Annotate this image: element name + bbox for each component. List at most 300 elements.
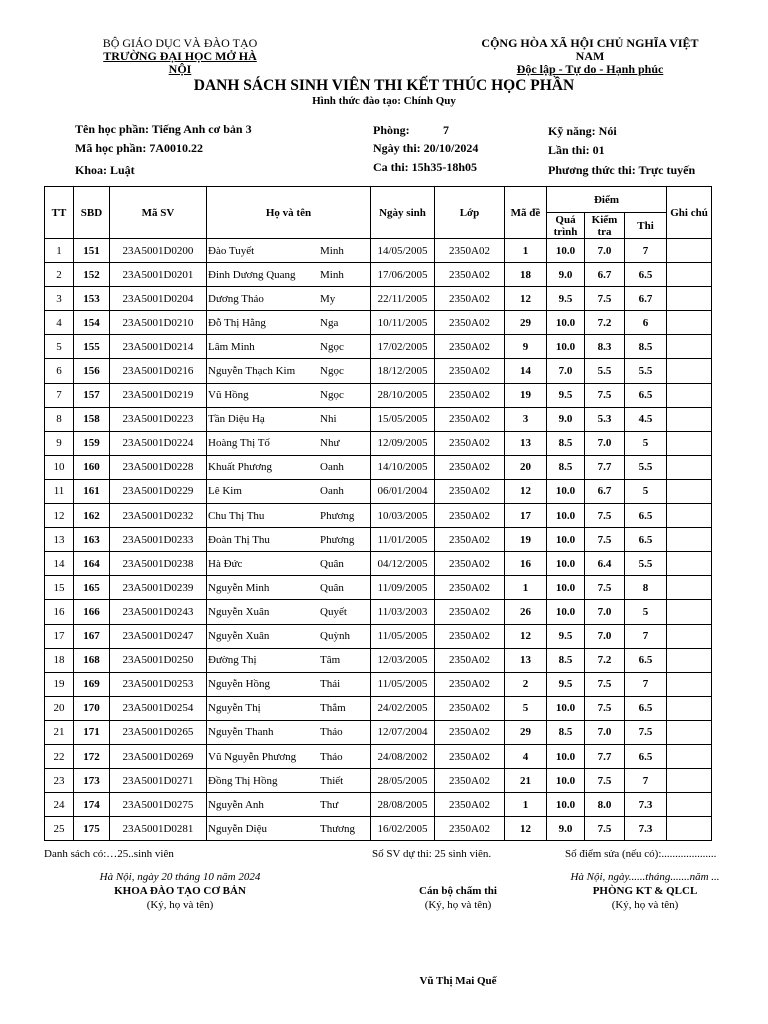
cell-lop: 2350A02 <box>435 672 505 696</box>
cell-kiemtra: 6.7 <box>585 263 625 287</box>
room-value: 7 <box>443 123 449 137</box>
cell-masv: 23A5001D0233 <box>110 528 207 552</box>
cell-lop: 2350A02 <box>435 720 505 744</box>
cell-hoten <box>207 624 371 648</box>
col-header-ngaysinh: Ngày sinh <box>371 187 435 239</box>
cell-lop: 2350A02 <box>435 696 505 720</box>
cell-lop: 2350A02 <box>435 287 505 311</box>
list-count: Danh sách có:…25..sinh viên <box>44 848 174 860</box>
cell-kiemtra: 7.0 <box>585 431 625 455</box>
cell-sbd: 161 <box>74 479 110 503</box>
table-row <box>45 311 712 335</box>
cell-made: 5 <box>505 696 547 720</box>
table-row <box>45 431 712 455</box>
cell-hoten <box>207 696 371 720</box>
student-surname: Đỗ Thị Hằng <box>208 316 266 329</box>
cell-made: 26 <box>505 600 547 624</box>
cell-ghichu <box>667 263 712 287</box>
cell-tt: 24 <box>45 793 74 817</box>
cell-masv: 23A5001D0210 <box>110 311 207 335</box>
cell-hoten <box>207 576 371 600</box>
cell-quatrinh: 10.0 <box>547 552 585 576</box>
cell-masv: 23A5001D0247 <box>110 624 207 648</box>
cell-lop: 2350A02 <box>435 817 505 841</box>
student-given-name: Thái <box>320 678 341 691</box>
student-surname: Tần Diệu Hạ <box>208 413 265 426</box>
cell-sbd: 157 <box>74 383 110 407</box>
cell-tt: 25 <box>45 817 74 841</box>
student-given-name: Thiết <box>320 774 344 787</box>
cell-hoten <box>207 335 371 359</box>
cell-kiemtra: 7.2 <box>585 311 625 335</box>
cell-ghichu <box>667 359 712 383</box>
cell-made: 13 <box>505 431 547 455</box>
date-left: Hà Nội, ngày 20 tháng 10 năm 2024 <box>99 871 261 883</box>
student-given-name: Như <box>320 437 340 450</box>
country-name: CỘNG HÒA XÃ HỘI CHỦ NGHĨA VIỆT NAM <box>481 36 699 63</box>
cell-kiemtra: 7.5 <box>585 696 625 720</box>
cell-made: 17 <box>505 504 547 528</box>
cell-masv: 23A5001D0229 <box>110 479 207 503</box>
cell-masv: 23A5001D0275 <box>110 793 207 817</box>
cell-thi: 5 <box>625 431 667 455</box>
cell-sbd: 166 <box>74 600 110 624</box>
cell-thi: 5 <box>625 479 667 503</box>
cell-thi: 5.5 <box>625 359 667 383</box>
cell-lop: 2350A02 <box>435 576 505 600</box>
cell-thi: 6.5 <box>625 263 667 287</box>
cell-masv: 23A5001D0204 <box>110 287 207 311</box>
table-row <box>45 407 712 431</box>
cell-made: 21 <box>505 769 547 793</box>
student-given-name: Phương <box>320 509 355 522</box>
cell-ghichu <box>667 793 712 817</box>
cell-ngaysinh: 10/11/2005 <box>371 311 435 335</box>
cell-kiemtra: 6.7 <box>585 479 625 503</box>
cell-hoten <box>207 793 371 817</box>
student-surname: Hà Đức <box>208 557 243 570</box>
cell-quatrinh: 10.0 <box>547 479 585 503</box>
student-surname: Lê Kim <box>208 485 242 498</box>
cell-hoten <box>207 311 371 335</box>
student-given-name: Tâm <box>320 654 341 667</box>
cell-hoten <box>207 600 371 624</box>
cell-tt: 7 <box>45 383 74 407</box>
cell-lop: 2350A02 <box>435 793 505 817</box>
sign-note-right: (Ký, họ và tên) <box>611 899 679 911</box>
cell-kiemtra: 7.0 <box>585 624 625 648</box>
attempt: Lần thi: 01 <box>548 143 605 157</box>
cell-kiemtra: 7.7 <box>585 744 625 768</box>
cell-kiemtra: 7.0 <box>585 600 625 624</box>
student-surname: Lâm Minh <box>208 340 255 353</box>
cell-masv: 23A5001D0214 <box>110 335 207 359</box>
cell-masv: 23A5001D0201 <box>110 263 207 287</box>
student-surname: Vũ Hồng <box>208 389 249 402</box>
cell-kiemtra: 7.5 <box>585 383 625 407</box>
cell-masv: 23A5001D0265 <box>110 720 207 744</box>
cell-lop: 2350A02 <box>435 648 505 672</box>
table-row <box>45 504 712 528</box>
student-given-name: Quân <box>320 557 344 570</box>
cell-sbd: 164 <box>74 552 110 576</box>
cell-hoten <box>207 359 371 383</box>
cell-made: 29 <box>505 720 547 744</box>
student-surname: Hoàng Thị Tố <box>208 437 270 450</box>
student-surname: Đồng Thị Hồng <box>208 774 278 787</box>
student-given-name: Quân <box>320 581 344 594</box>
exam-date: Ngày thi: 20/10/2024 <box>373 141 479 155</box>
cell-sbd: 160 <box>74 455 110 479</box>
cell-tt: 8 <box>45 407 74 431</box>
table-row <box>45 696 712 720</box>
cell-masv: 23A5001D0281 <box>110 817 207 841</box>
cell-kiemtra: 7.5 <box>585 769 625 793</box>
cell-tt: 1 <box>45 239 74 263</box>
cell-lop: 2350A02 <box>435 744 505 768</box>
cell-tt: 22 <box>45 744 74 768</box>
col-header-quatrinh: Quá trình <box>547 213 585 239</box>
cell-ghichu <box>667 720 712 744</box>
table-row <box>45 479 712 503</box>
cell-hoten <box>207 672 371 696</box>
cell-hoten <box>207 528 371 552</box>
cell-ghichu <box>667 648 712 672</box>
cell-sbd: 159 <box>74 431 110 455</box>
cell-tt: 20 <box>45 696 74 720</box>
cell-tt: 14 <box>45 552 74 576</box>
cell-tt: 23 <box>45 769 74 793</box>
student-surname: Chu Thị Thu <box>208 509 265 522</box>
cell-lop: 2350A02 <box>435 504 505 528</box>
cell-made: 12 <box>505 624 547 648</box>
cell-quatrinh: 9.5 <box>547 287 585 311</box>
cell-masv: 23A5001D0216 <box>110 359 207 383</box>
student-surname: Nguyễn Xuân <box>208 605 270 618</box>
cell-quatrinh: 10.0 <box>547 576 585 600</box>
cell-quatrinh: 9.0 <box>547 817 585 841</box>
cell-quatrinh: 10.0 <box>547 239 585 263</box>
student-surname: Nguyễn Thị <box>208 702 261 715</box>
cell-kiemtra: 7.5 <box>585 528 625 552</box>
cell-ghichu <box>667 383 712 407</box>
cell-thi: 7.5 <box>625 720 667 744</box>
cell-kiemtra: 7.0 <box>585 239 625 263</box>
cell-ghichu <box>667 239 712 263</box>
cell-quatrinh: 10.0 <box>547 528 585 552</box>
cell-hoten <box>207 455 371 479</box>
student-surname: Nguyễn Thạch Kim <box>208 365 296 378</box>
cell-thi: 7 <box>625 769 667 793</box>
cell-kiemtra: 7.5 <box>585 576 625 600</box>
cell-made: 1 <box>505 793 547 817</box>
table-row <box>45 600 712 624</box>
student-given-name: Ngọc <box>320 365 344 378</box>
header-right <box>470 37 710 76</box>
cell-ghichu <box>667 528 712 552</box>
cell-quatrinh: 9.5 <box>547 672 585 696</box>
cell-thi: 6.5 <box>625 648 667 672</box>
cell-masv: 23A5001D0269 <box>110 744 207 768</box>
cell-ngaysinh: 12/03/2005 <box>371 648 435 672</box>
cell-hoten <box>207 769 371 793</box>
cell-sbd: 155 <box>74 335 110 359</box>
student-given-name: Thắm <box>320 702 346 715</box>
cell-ngaysinh: 28/05/2005 <box>371 769 435 793</box>
cell-kiemtra: 7.7 <box>585 455 625 479</box>
cell-thi: 7 <box>625 624 667 648</box>
cell-ngaysinh: 28/08/2005 <box>371 793 435 817</box>
cell-made: 18 <box>505 263 547 287</box>
cell-ghichu <box>667 744 712 768</box>
cell-quatrinh: 10.0 <box>547 793 585 817</box>
student-given-name: Nhi <box>320 413 337 426</box>
cell-kiemtra: 5.3 <box>585 407 625 431</box>
cell-ngaysinh: 11/05/2005 <box>371 672 435 696</box>
cell-made: 9 <box>505 335 547 359</box>
cell-lop: 2350A02 <box>435 383 505 407</box>
cell-sbd: 173 <box>74 769 110 793</box>
cell-quatrinh: 9.5 <box>547 383 585 407</box>
cell-ghichu <box>667 455 712 479</box>
cell-hoten <box>207 431 371 455</box>
student-given-name: Minh <box>320 268 344 281</box>
cell-masv: 23A5001D0232 <box>110 504 207 528</box>
table-row <box>45 239 712 263</box>
cell-quatrinh: 9.0 <box>547 407 585 431</box>
student-surname: Đoàn Thị Thu <box>208 533 270 546</box>
cell-tt: 3 <box>45 287 74 311</box>
cell-masv: 23A5001D0228 <box>110 455 207 479</box>
cell-sbd: 165 <box>74 576 110 600</box>
cell-quatrinh: 10.0 <box>547 600 585 624</box>
cell-tt: 13 <box>45 528 74 552</box>
cell-ngaysinh: 11/05/2005 <box>371 624 435 648</box>
cell-ngaysinh: 04/12/2005 <box>371 552 435 576</box>
cell-sbd: 172 <box>74 744 110 768</box>
country-motto: Độc lập - Tự do - Hạnh phúc <box>516 62 664 76</box>
cell-ngaysinh: 11/09/2005 <box>371 576 435 600</box>
cell-thi: 6.5 <box>625 383 667 407</box>
table-row <box>45 817 712 841</box>
student-given-name: Thư <box>320 798 339 811</box>
cell-sbd: 153 <box>74 287 110 311</box>
student-surname: Đinh Dương Quang <box>208 268 296 281</box>
cell-masv: 23A5001D0271 <box>110 769 207 793</box>
cell-ngaysinh: 15/05/2005 <box>371 407 435 431</box>
cell-ghichu <box>667 287 712 311</box>
cell-ngaysinh: 22/11/2005 <box>371 287 435 311</box>
corrections-count: Số điểm sửa (nếu có):.................... <box>565 848 717 860</box>
table-row <box>45 528 712 552</box>
cell-thi: 4.5 <box>625 407 667 431</box>
student-surname: Nguyễn Diệu <box>208 822 267 835</box>
cell-sbd: 174 <box>74 793 110 817</box>
cell-masv: 23A5001D0250 <box>110 648 207 672</box>
cell-made: 3 <box>505 407 547 431</box>
col-header-hoten: Họ và tên <box>207 187 371 239</box>
cell-made: 4 <box>505 744 547 768</box>
faculty: Khoa: Luật <box>75 163 135 177</box>
document-subtitle: Hình thức đào tạo: Chính Quy <box>312 95 456 107</box>
cell-sbd: 169 <box>74 672 110 696</box>
cell-sbd: 158 <box>74 407 110 431</box>
cell-ghichu <box>667 624 712 648</box>
student-surname: Dương Thảo <box>208 292 264 305</box>
cell-tt: 11 <box>45 479 74 503</box>
cell-ngaysinh: 16/02/2005 <box>371 817 435 841</box>
cell-thi: 7.3 <box>625 817 667 841</box>
cell-tt: 6 <box>45 359 74 383</box>
student-given-name: Minh <box>320 244 344 257</box>
student-given-name: Phương <box>320 533 355 546</box>
cell-kiemtra: 7.5 <box>585 287 625 311</box>
cell-ghichu <box>667 335 712 359</box>
date-right: Hà Nội, ngày......tháng.......năm ... <box>570 871 720 883</box>
cell-tt: 18 <box>45 648 74 672</box>
table-row <box>45 383 712 407</box>
student-given-name: My <box>320 292 336 305</box>
col-header-lop: Lớp <box>435 187 505 239</box>
cell-made: 19 <box>505 528 547 552</box>
table-row <box>45 744 712 768</box>
cell-sbd: 163 <box>74 528 110 552</box>
student-given-name: Thảo <box>320 750 343 763</box>
cell-ghichu <box>667 769 712 793</box>
table-row <box>45 263 712 287</box>
cell-quatrinh: 7.0 <box>547 359 585 383</box>
cell-sbd: 167 <box>74 624 110 648</box>
col-header-tt: TT <box>45 187 74 239</box>
col-header-masv: Mã SV <box>110 187 207 239</box>
cell-quatrinh: 10.0 <box>547 311 585 335</box>
cell-quatrinh: 10.0 <box>547 769 585 793</box>
cell-lop: 2350A02 <box>435 431 505 455</box>
cell-kiemtra: 7.2 <box>585 648 625 672</box>
cell-lop: 2350A02 <box>435 311 505 335</box>
course-name: Tên học phần: Tiếng Anh cơ bản 3 <box>75 122 252 136</box>
cell-tt: 15 <box>45 576 74 600</box>
cell-sbd: 170 <box>74 696 110 720</box>
exam-count: Số SV dự thi: 25 sinh viên. <box>372 848 492 860</box>
cell-made: 12 <box>505 817 547 841</box>
col-header-diem: Điểm <box>547 187 667 213</box>
table-row <box>45 335 712 359</box>
cell-sbd: 175 <box>74 817 110 841</box>
cell-hoten <box>207 263 371 287</box>
cell-masv: 23A5001D0224 <box>110 431 207 455</box>
cell-ngaysinh: 17/02/2005 <box>371 335 435 359</box>
cell-ngaysinh: 11/03/2003 <box>371 600 435 624</box>
cell-sbd: 171 <box>74 720 110 744</box>
student-given-name: Thương <box>320 822 355 835</box>
exam-method: Phương thức thi: Trực tuyến <box>548 163 696 177</box>
table-row <box>45 672 712 696</box>
cell-sbd: 151 <box>74 239 110 263</box>
cell-ngaysinh: 10/03/2005 <box>371 504 435 528</box>
sign-center-title: Cán bộ chấm thi <box>419 885 497 897</box>
table-row <box>45 720 712 744</box>
student-given-name: Oanh <box>320 485 344 498</box>
cell-made: 14 <box>505 359 547 383</box>
cell-quatrinh: 10.0 <box>547 335 585 359</box>
student-table <box>44 186 712 841</box>
skill: Kỹ năng: Nói <box>548 124 617 138</box>
cell-tt: 4 <box>45 311 74 335</box>
student-surname: Nguyễn Thanh <box>208 726 274 739</box>
cell-made: 29 <box>505 311 547 335</box>
cell-masv: 23A5001D0200 <box>110 239 207 263</box>
student-given-name: Thảo <box>320 726 343 739</box>
cell-tt: 10 <box>45 455 74 479</box>
cell-tt: 21 <box>45 720 74 744</box>
cell-ghichu <box>667 696 712 720</box>
cell-lop: 2350A02 <box>435 552 505 576</box>
cell-ngaysinh: 14/05/2005 <box>371 239 435 263</box>
cell-lop: 2350A02 <box>435 239 505 263</box>
student-surname: Nguyễn Xuân <box>208 630 270 643</box>
col-header-ghichu: Ghi chú <box>667 187 712 239</box>
table-row <box>45 624 712 648</box>
student-given-name: Oanh <box>320 461 344 474</box>
cell-hoten <box>207 817 371 841</box>
cell-quatrinh: 8.5 <box>547 648 585 672</box>
cell-hoten <box>207 504 371 528</box>
cell-tt: 16 <box>45 600 74 624</box>
cell-ghichu <box>667 552 712 576</box>
cell-thi: 7 <box>625 239 667 263</box>
cell-ngaysinh: 17/06/2005 <box>371 263 435 287</box>
cell-kiemtra: 7.5 <box>585 817 625 841</box>
cell-tt: 5 <box>45 335 74 359</box>
cell-hoten <box>207 720 371 744</box>
cell-ngaysinh: 12/09/2005 <box>371 431 435 455</box>
cell-thi: 5.5 <box>625 455 667 479</box>
table-row <box>45 359 712 383</box>
cell-ghichu <box>667 504 712 528</box>
grader-name: Vũ Thị Mai Quế <box>419 975 497 987</box>
header-left <box>95 37 265 76</box>
cell-masv: 23A5001D0254 <box>110 696 207 720</box>
student-given-name: Quyết <box>320 605 347 618</box>
cell-made: 2 <box>505 672 547 696</box>
student-surname: Vũ Nguyễn Phương <box>208 750 297 763</box>
cell-kiemtra: 7.0 <box>585 720 625 744</box>
student-given-name: Ngọc <box>320 389 344 402</box>
cell-lop: 2350A02 <box>435 407 505 431</box>
cell-lop: 2350A02 <box>435 359 505 383</box>
cell-quatrinh: 9.0 <box>547 263 585 287</box>
cell-quatrinh: 8.5 <box>547 720 585 744</box>
cell-thi: 6 <box>625 311 667 335</box>
cell-kiemtra: 6.4 <box>585 552 625 576</box>
cell-kiemtra: 5.5 <box>585 359 625 383</box>
table-row <box>45 648 712 672</box>
cell-quatrinh: 10.0 <box>547 696 585 720</box>
cell-kiemtra: 7.5 <box>585 504 625 528</box>
cell-ghichu <box>667 311 712 335</box>
cell-lop: 2350A02 <box>435 624 505 648</box>
cell-lop: 2350A02 <box>435 528 505 552</box>
cell-ghichu <box>667 600 712 624</box>
cell-sbd: 156 <box>74 359 110 383</box>
cell-thi: 8 <box>625 576 667 600</box>
table-row <box>45 552 712 576</box>
cell-kiemtra: 8.0 <box>585 793 625 817</box>
cell-made: 19 <box>505 383 547 407</box>
cell-quatrinh: 9.5 <box>547 624 585 648</box>
cell-hoten <box>207 552 371 576</box>
